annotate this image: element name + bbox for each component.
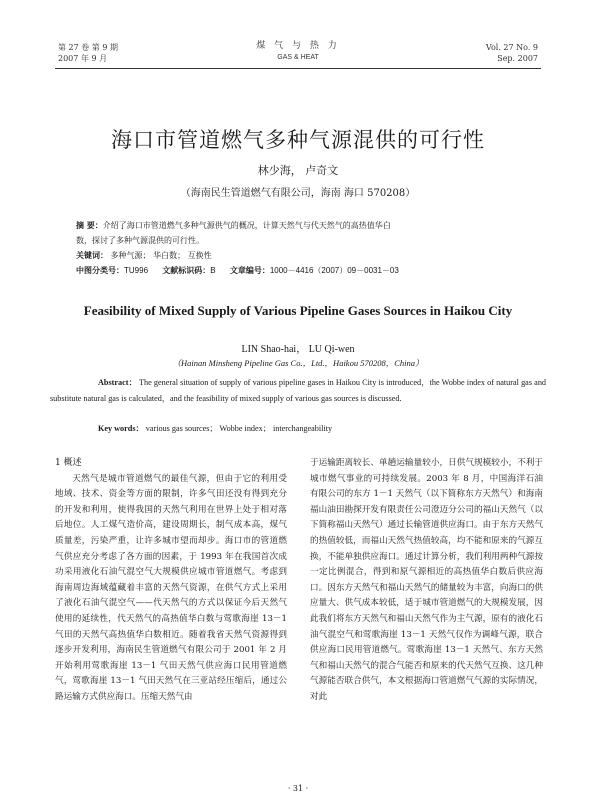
authors-en: LIN Shao-hai， LU Qi-wen	[241, 344, 355, 355]
journal-name-cn: 煤 气 与 热 力	[256, 41, 340, 51]
abstract-cn-line2: 数，探讨了多种气源混供的可行性。	[76, 236, 204, 245]
header-divider	[55, 68, 541, 69]
paper-title-en: Feasibility of Mixed Supply of Various Pipeline Gases Sources in Haikou City	[83, 303, 513, 318]
keywords-cn	[76, 248, 524, 263]
abstract-en-label: Abstract：	[98, 378, 137, 387]
page-number: · 31 ·	[287, 784, 309, 793]
abstract-cn-line1: 介绍了海口市管道燃气多种气源供气的概况，计算天然气与代天然气的高热值华白	[102, 221, 391, 230]
abstract-en-text: The general situation of supply of various pipeline gases in Haikou City is introduced，the Wobbe index of natural gas and substitute natural gas is calculated，and the feasibility of mixed supply of various gas sources is discussed.	[50, 378, 547, 403]
paper-title-cn: 海口市管道燃气多种气源混供的可行性	[111, 128, 485, 152]
article-no-value: 1000－4416（2007）09－0031－03	[269, 266, 399, 275]
body-column-left	[55, 456, 287, 706]
abstract-cn	[76, 218, 524, 248]
doc-code-label: 文献标识码：	[162, 266, 211, 275]
clc-label: 中图分类号：	[76, 266, 124, 275]
abstract-cn-label: 摘 要：	[76, 220, 103, 230]
body-paragraph-right: 于运输距离较长、单趟运输量较小，日供气规模较小，不利于城市燃气事业的可持续发展。2003 年 8 月，中国海洋石油有限公司的东方 1－1 天然气（以下简称东方天然气）和海南福山油田勘探开发有限责任公司澄迈分公司的福山天然气（以下简称福山天然气）通过长输管道供应海口。由于东方天然气的热值较低，而福山天然气热值较高，均不能和原来的气源互换，不能单独供应海口。通过计算分析，我们利用两种气源按一定比例混合，得到和原气源相近的高热值华白数后供应海口。因东方天然气和福山天然气的储量较为丰富，向海口的供应量大、供气成本较低，适于城市管道燃气的大规模发展，因此我们将东方天然气和福山天然气作为主气源，原有的液化石油气混空气和莺歌海崖 13－1 天然气仅作为调峰气源，联合供应海口民用管道燃气。莺歌海崖 13－1 天然气、东方天然气和福山天然气的混合气能否和原来的代天然气互换、这几种气源能否联合供气，本文根据海口管道燃气气源的实际情况，对此	[310, 458, 543, 702]
classification-row	[76, 263, 524, 278]
abstract-en	[50, 375, 546, 406]
keywords-en-label: Key words：	[98, 424, 144, 433]
volume-issue-en: Vol. 27 No. 9	[485, 43, 538, 52]
keywords-en-text: various gas sources； Wobbe index； interchangeability	[145, 424, 333, 433]
body-column-right	[310, 456, 543, 706]
journal-name-en: GAS & HEAT	[277, 54, 319, 61]
affiliation-cn: （海南民生管道燃气有限公司，海南 海口 570208）	[180, 188, 416, 199]
clc-value: TU996	[124, 266, 149, 275]
doc-code-value: B	[210, 266, 216, 275]
volume-issue: 第 27 卷 第 9 期	[58, 43, 118, 52]
journal-volume-info-en	[486, 42, 538, 64]
keywords-cn-text: 多种气源； 华白数； 互换性	[110, 251, 212, 260]
section-heading: 1 概述	[55, 458, 82, 468]
publication-date-en: Sep. 2007	[497, 54, 538, 63]
keywords-en	[98, 421, 538, 436]
authors-cn: 林少海， 卢奇文	[257, 164, 339, 177]
body-paragraph-left: 天然气是城市管道燃气的最佳气源，但由于它的利用受地域、技术、资金等方面的限制，许多气田还没有得到充分的开发和利用，使得我国的天然气利用在世界上处于相对落后地位。人工煤气造价高，建设周期长，制气成本高，煤气质量差，污染严重，让许多城市望而却步。海口市的管道燃气供应充分考虑了各方面的因素，于 1993 年在我国首次成功采用液化石油气混空气大规模供应城市管道燃气。考虑到海南周边海域蕴藏着丰富的天然气资源，在供气方式上采用了液化石油气混空气——代天然气的方式以保证今后天然气使用的延续性，代天然气的高热值华白数与莺歌海崖 13－1 气田的天然气高热值华白数相近。随着我省天然气资源得到逐步开发利用，海南民生管道燃气有限公司于 2001 年 2 月开始利用莺歌海崖 13－1 气田天然气供应海口民用管道燃气，莺歌海崖 13－1 气田天然气在三亚站经压缩后，通过公路运输方式供应海口。压缩天然气由	[55, 473, 287, 702]
keywords-cn-label: 关键词：	[76, 250, 108, 260]
publication-date-cn: 2007 年 9 月	[58, 54, 108, 63]
article-no-label: 文章编号：	[229, 266, 270, 275]
affiliation-en: （Hainan Minsheng Pipeline Gas Co.，Ltd.，Haikou 570208，China）	[172, 358, 424, 368]
